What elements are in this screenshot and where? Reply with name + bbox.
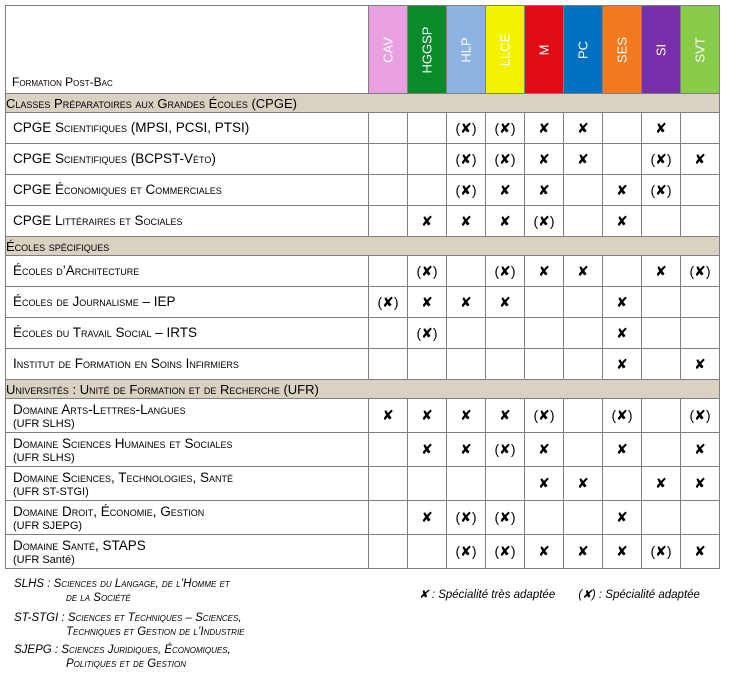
mark-cell (681, 206, 720, 237)
mark-cell: ✘ (369, 399, 408, 433)
specialty-name: SES (614, 36, 630, 63)
mark-cell (486, 467, 525, 501)
mark-cell: ✘ (486, 175, 525, 206)
mark-cell: (✘) (447, 501, 486, 535)
specialty-header-si (642, 6, 681, 94)
mark-cell: ✘ (486, 399, 525, 433)
formation-label (6, 399, 369, 433)
mark-cell: ✘ (486, 287, 525, 318)
specialty-header-ses (603, 6, 642, 94)
mark-cell: (✘) (525, 206, 564, 237)
footnote-abbr: SJEPG : (14, 644, 59, 656)
mark-cell: ✘ (642, 113, 681, 144)
footer (0, 573, 745, 676)
mark-cell: (✘) (369, 287, 408, 318)
formation-name: CPGE Scientifiques (BCPST-Véto) (13, 151, 216, 166)
column-header-formation (6, 6, 369, 94)
formation-label (6, 144, 369, 175)
legend-adapted: (✘) : Spécialité adaptée (578, 589, 700, 601)
specialty-name: CAV (380, 36, 396, 63)
mark-cell (369, 206, 408, 237)
formation-name: Domaine Arts-Lettres-Langues (13, 401, 186, 417)
mark-cell: ✘ (681, 144, 720, 175)
mark-cell (525, 287, 564, 318)
table-row (6, 535, 720, 569)
specialty-name: PC (575, 40, 591, 59)
section-title: Classes Préparatoires aux Grandes Écoles (CPGE) (6, 94, 720, 113)
footnote-abbr: SLHS : (14, 578, 51, 590)
formation-name: CPGE Économiques et Commerciales (13, 182, 222, 197)
mark-cell: ✘ (564, 144, 603, 175)
table-body (6, 94, 720, 569)
mark-cell (603, 256, 642, 287)
mark-cell: ✘ (408, 206, 447, 237)
specialty-header-m (525, 6, 564, 94)
mark-cell: ✘ (408, 399, 447, 433)
mark-cell: ✘ (681, 535, 720, 569)
mark-cell (642, 501, 681, 535)
mark-cell (369, 433, 408, 467)
table-row (6, 287, 720, 318)
table-row (6, 501, 720, 535)
specialty-name: HGGSP (419, 26, 435, 73)
formation-label (6, 433, 369, 467)
mark-cell: ✘ (525, 113, 564, 144)
mark-cell (486, 349, 525, 380)
mark-cell: ✘ (681, 467, 720, 501)
mark-cell: ✘ (447, 433, 486, 467)
mark-cell (447, 318, 486, 349)
mark-cell: ✘ (603, 318, 642, 349)
mark-cell: (✘) (486, 433, 525, 467)
mark-cell (369, 467, 408, 501)
table-row (6, 318, 720, 349)
mark-cell: ✘ (564, 535, 603, 569)
mark-cell (642, 433, 681, 467)
mark-cell (642, 206, 681, 237)
mark-cell: (✘) (447, 144, 486, 175)
mark-cell: ✘ (603, 501, 642, 535)
mark-cell: ✘ (603, 175, 642, 206)
formation-name: Écoles d’Architecture (13, 263, 140, 278)
footnote-text: Politiques et de Gestion (66, 658, 186, 670)
mark-cell: (✘) (603, 399, 642, 433)
table-row (6, 175, 720, 206)
table-row (6, 399, 720, 433)
formation-name: Institut de Formation en Soins Infirmiers (13, 356, 239, 371)
mark-cell: ✘ (681, 433, 720, 467)
section-header-row (6, 94, 720, 113)
specialty-name: SVT (692, 36, 708, 63)
mark-cell (642, 287, 681, 318)
formation-label (6, 256, 369, 287)
formation-label (6, 535, 369, 569)
mark-cell (642, 318, 681, 349)
mark-cell: ✘ (525, 144, 564, 175)
formation-name: Écoles de Journalisme – IEP (13, 294, 176, 309)
formation-ufr: (UFR Santé) (13, 553, 75, 566)
mark-cell (603, 144, 642, 175)
mark-cell: ✘ (603, 349, 642, 380)
mark-cell: (✘) (486, 113, 525, 144)
mark-cell (603, 113, 642, 144)
formation-ufr: (UFR SJEPG) (13, 519, 83, 532)
mark-cell: ✘ (408, 287, 447, 318)
specialty-name: LLCE (497, 33, 513, 66)
mark-cell (486, 318, 525, 349)
mark-cell (525, 501, 564, 535)
formation-ufr: (UFR SLHS) (13, 451, 75, 464)
specialty-name: M (536, 44, 552, 55)
mark-cell: ✘ (564, 113, 603, 144)
mark-cell: (✘) (408, 318, 447, 349)
formation-name: Écoles du Travail Social – IRTS (13, 325, 197, 340)
mark-cell (564, 175, 603, 206)
legend (419, 587, 720, 601)
mark-cell: ✘ (525, 256, 564, 287)
orientation-table (5, 5, 720, 569)
footnote-sjepg (14, 643, 231, 671)
mark-cell (369, 256, 408, 287)
mark-cell: ✘ (603, 287, 642, 318)
mark-cell (408, 535, 447, 569)
mark-cell: ✘ (642, 467, 681, 501)
table-row (6, 467, 720, 501)
formation-name: CPGE Littéraires et Sociales (13, 213, 183, 228)
mark-cell (564, 287, 603, 318)
mark-cell (408, 349, 447, 380)
mark-cell: (✘) (447, 535, 486, 569)
mark-cell (564, 433, 603, 467)
mark-cell: (✘) (447, 113, 486, 144)
section-title: Écoles spécifiques (6, 237, 720, 256)
mark-cell (642, 349, 681, 380)
table-row (6, 433, 720, 467)
mark-cell: ✘ (681, 349, 720, 380)
formation-name: CPGE Scientifiques (MPSI, PCSI, PTSI) (13, 120, 250, 135)
formation-ufr: (UFR ST-STGI) (13, 485, 89, 498)
mark-cell (447, 349, 486, 380)
mark-cell: ✘ (525, 535, 564, 569)
header-row (6, 6, 720, 94)
mark-cell (525, 349, 564, 380)
mark-cell (564, 399, 603, 433)
header-label: Formation Post-Bac (12, 75, 113, 89)
formation-ufr: (UFR SLHS) (13, 417, 75, 430)
mark-cell (564, 206, 603, 237)
mark-cell: (✘) (486, 501, 525, 535)
mark-cell (603, 467, 642, 501)
formation-name: Domaine Santé, STAPS (13, 537, 146, 553)
mark-cell (369, 501, 408, 535)
mark-cell: (✘) (642, 175, 681, 206)
footnote-slhs (14, 577, 230, 605)
mark-cell (681, 318, 720, 349)
mark-cell: (✘) (525, 399, 564, 433)
mark-cell: ✘ (525, 467, 564, 501)
footnote-ststgi (14, 611, 245, 639)
mark-cell: ✘ (603, 535, 642, 569)
specialty-header-cav (369, 6, 408, 94)
specialty-name: HLP (458, 36, 474, 63)
mark-cell (447, 256, 486, 287)
specialty-header-hggsp (408, 6, 447, 94)
formation-label (6, 467, 369, 501)
table-row (6, 144, 720, 175)
mark-cell: (✘) (642, 144, 681, 175)
formation-name: Domaine Droit, Économie, Gestion (13, 503, 205, 519)
mark-cell (564, 349, 603, 380)
table-row (6, 256, 720, 287)
footnote-text: Techniques et Gestion de l’Industrie (66, 626, 245, 638)
formation-label (6, 175, 369, 206)
specialty-header-llce (486, 6, 525, 94)
specialty-name: SI (653, 43, 669, 56)
mark-cell (681, 175, 720, 206)
legend-very-adapted: ✘ : Spécialité très adaptée (419, 589, 556, 601)
footnote-abbr: ST-STGI : (14, 612, 65, 624)
mark-cell: (✘) (486, 256, 525, 287)
mark-cell (369, 318, 408, 349)
formation-name: Domaine Sciences Humaines et Sociales (13, 435, 233, 451)
mark-cell (408, 467, 447, 501)
mark-cell (564, 501, 603, 535)
specialty-header-hlp (447, 6, 486, 94)
formation-label (6, 113, 369, 144)
mark-cell: ✘ (603, 433, 642, 467)
mark-cell (369, 113, 408, 144)
mark-cell: (✘) (642, 535, 681, 569)
formation-name: Domaine Sciences, Technologies, Santé (13, 469, 234, 485)
mark-cell: ✘ (486, 206, 525, 237)
formation-label (6, 501, 369, 535)
mark-cell: ✘ (525, 433, 564, 467)
mark-cell: (✘) (447, 175, 486, 206)
mark-cell: ✘ (408, 501, 447, 535)
mark-cell (564, 318, 603, 349)
mark-cell: (✘) (681, 399, 720, 433)
mark-cell (408, 144, 447, 175)
footnote-text: Sciences Juridiques, Économiques, (61, 644, 231, 656)
footnote-text: de la Société (66, 592, 131, 604)
mark-cell (369, 144, 408, 175)
formation-label (6, 349, 369, 380)
mark-cell: ✘ (447, 206, 486, 237)
mark-cell (525, 318, 564, 349)
section-title: Universités : Unité de Formation et de Recherche (UFR) (6, 380, 720, 399)
table-row (6, 113, 720, 144)
mark-cell: ✘ (603, 206, 642, 237)
mark-cell (681, 287, 720, 318)
table-row (6, 206, 720, 237)
mark-cell (369, 175, 408, 206)
formation-label (6, 206, 369, 237)
mark-cell (408, 175, 447, 206)
mark-cell (681, 113, 720, 144)
mark-cell (369, 535, 408, 569)
mark-cell: ✘ (642, 256, 681, 287)
mark-cell: (✘) (486, 144, 525, 175)
mark-cell (681, 501, 720, 535)
mark-cell: ✘ (447, 287, 486, 318)
mark-cell: ✘ (525, 175, 564, 206)
mark-cell: ✘ (408, 433, 447, 467)
section-header-row (6, 237, 720, 256)
mark-cell (369, 349, 408, 380)
specialty-header-svt (681, 6, 720, 94)
formation-label (6, 318, 369, 349)
mark-cell: ✘ (564, 467, 603, 501)
mark-cell: (✘) (681, 256, 720, 287)
footnote-text: Sciences et Techniques – Sciences, (67, 612, 242, 624)
mark-cell: (✘) (486, 535, 525, 569)
mark-cell: ✘ (447, 399, 486, 433)
mark-cell (408, 113, 447, 144)
mark-cell (642, 399, 681, 433)
section-header-row (6, 380, 720, 399)
table-row (6, 349, 720, 380)
footnote-text: Sciences du Langage, de l’Homme et (53, 578, 230, 590)
formation-label (6, 287, 369, 318)
mark-cell: ✘ (564, 256, 603, 287)
mark-cell (447, 467, 486, 501)
mark-cell: (✘) (408, 256, 447, 287)
specialty-header-pc (564, 6, 603, 94)
